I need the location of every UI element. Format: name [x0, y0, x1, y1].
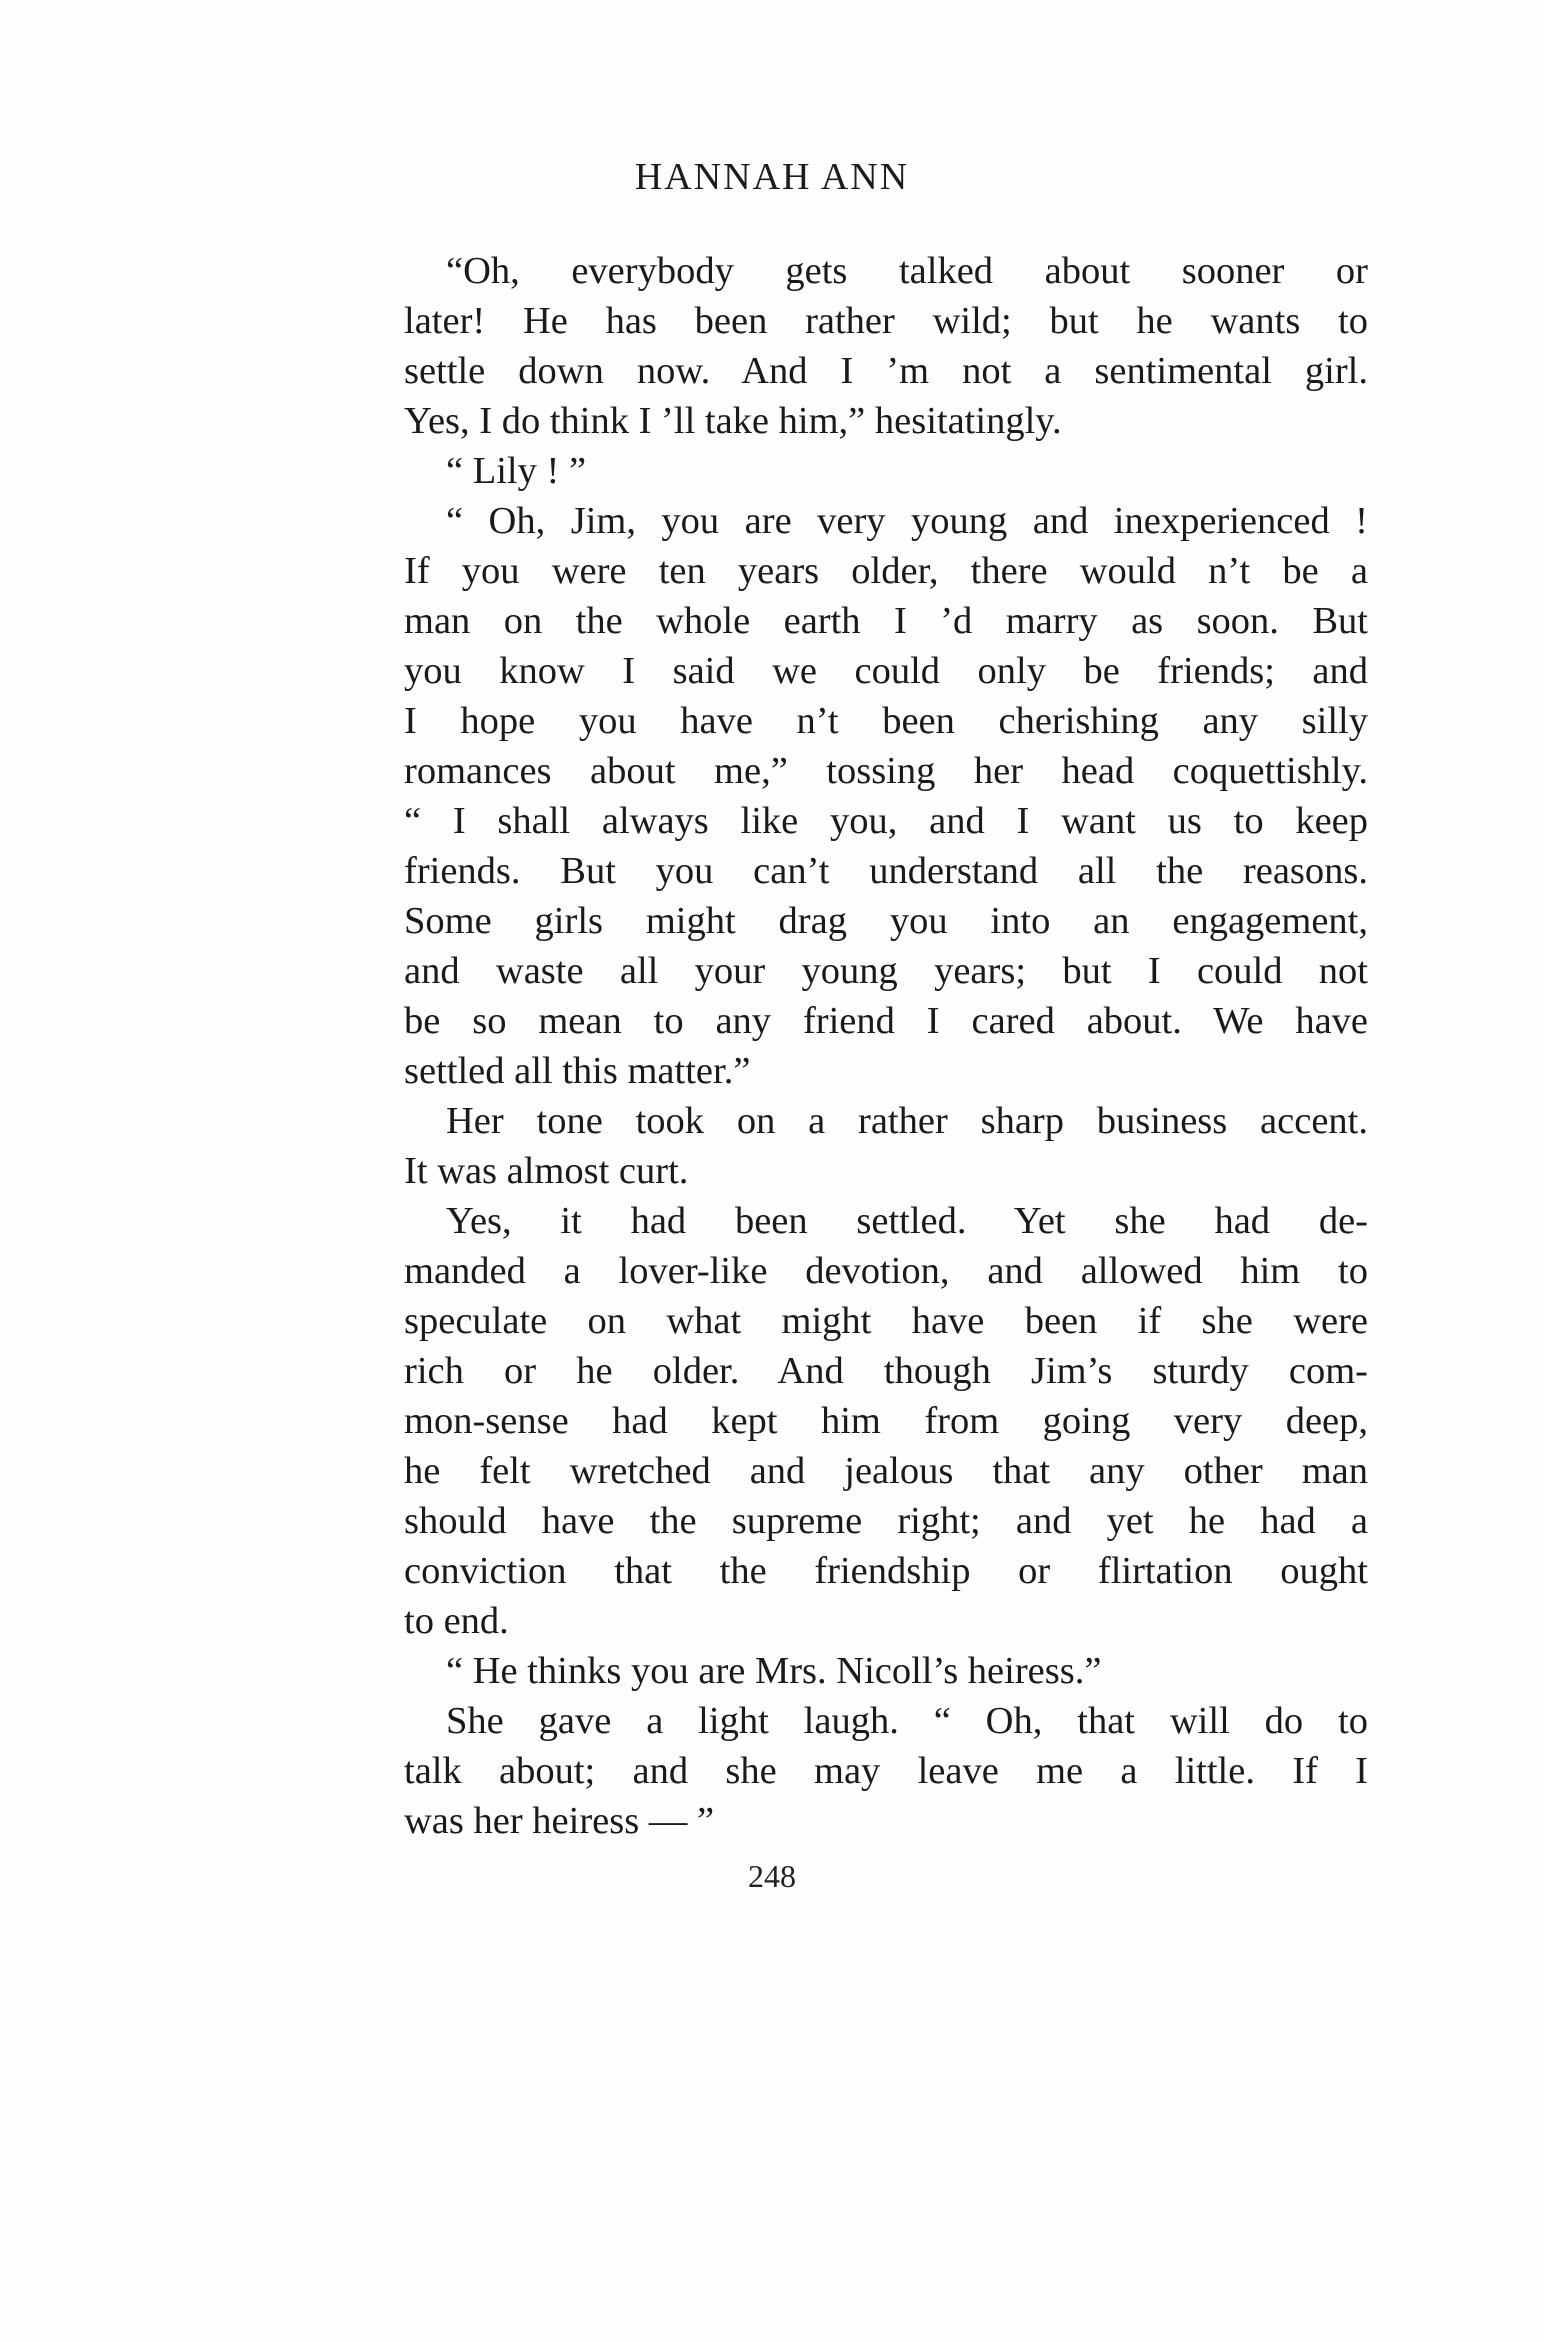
- text-line: If you were ten years older, there would n’t be a: [404, 550, 1368, 592]
- text-line: Her tone took on a rather sharp business accent.: [446, 1100, 1368, 1142]
- text-line: to end.: [404, 1600, 509, 1642]
- text-line: settle down now. And I ’m not a sentimental girl.: [404, 350, 1368, 392]
- text-line: he felt wretched and jealous that any other man: [404, 1450, 1368, 1492]
- body-text: [404, 246, 1368, 1846]
- text-line: “ Lily ! ”: [446, 450, 587, 492]
- text-line: I hope you have n’t been cherishing any silly: [404, 700, 1368, 742]
- text-line: later! He has been rather wild; but he wants to: [404, 300, 1368, 342]
- text-line: “ He thinks you are Mrs. Nicoll’s heiress.”: [446, 1650, 1102, 1692]
- text-line: should have the supreme right; and yet he had a: [404, 1500, 1368, 1542]
- text-line: conviction that the friendship or flirtation ought: [404, 1550, 1368, 1592]
- text-line: “ Oh, Jim, you are very young and inexperienced !: [446, 500, 1368, 542]
- page-number: 248: [748, 1858, 796, 1894]
- text-line: and waste all your young years; but I could not: [404, 950, 1368, 992]
- text-line: man on the whole earth I ’d marry as soon. But: [404, 600, 1368, 642]
- text-line: Yes, it had been settled. Yet she had de-: [446, 1200, 1368, 1242]
- text-line: Some girls might drag you into an engagement,: [404, 900, 1368, 942]
- text-line: settled all this matter.”: [404, 1050, 751, 1092]
- text-line: speculate on what might have been if she were: [404, 1300, 1368, 1342]
- text-line: you know I said we could only be friends; and: [404, 650, 1368, 692]
- text-line: romances about me,” tossing her head coquettishly.: [404, 750, 1368, 792]
- text-line: mon-sense had kept him from going very deep,: [404, 1400, 1368, 1442]
- text-line: manded a lover-like devotion, and allowed him to: [404, 1250, 1368, 1292]
- text-line: be so mean to any friend I cared about. We have: [404, 1000, 1368, 1042]
- text-line: was her heiress — ”: [404, 1800, 715, 1842]
- text-line: rich or he older. And though Jim’s sturdy com-: [404, 1350, 1368, 1392]
- text-line: talk about; and she may leave me a little. If I: [404, 1750, 1368, 1792]
- text-line: She gave a light laugh. “ Oh, that will do to: [446, 1700, 1368, 1742]
- text-line: “Oh, everybody gets talked about sooner or: [446, 250, 1368, 292]
- text-line: It was almost curt.: [404, 1150, 689, 1192]
- running-head: HANNAH ANN: [634, 156, 910, 198]
- text-line: Yes, I do think I ’ll take him,” hesitatingly.: [404, 400, 1062, 442]
- text-line: friends. But you can’t understand all the reasons.: [404, 850, 1368, 892]
- text-line: “ I shall always like you, and I want us to keep: [404, 800, 1368, 842]
